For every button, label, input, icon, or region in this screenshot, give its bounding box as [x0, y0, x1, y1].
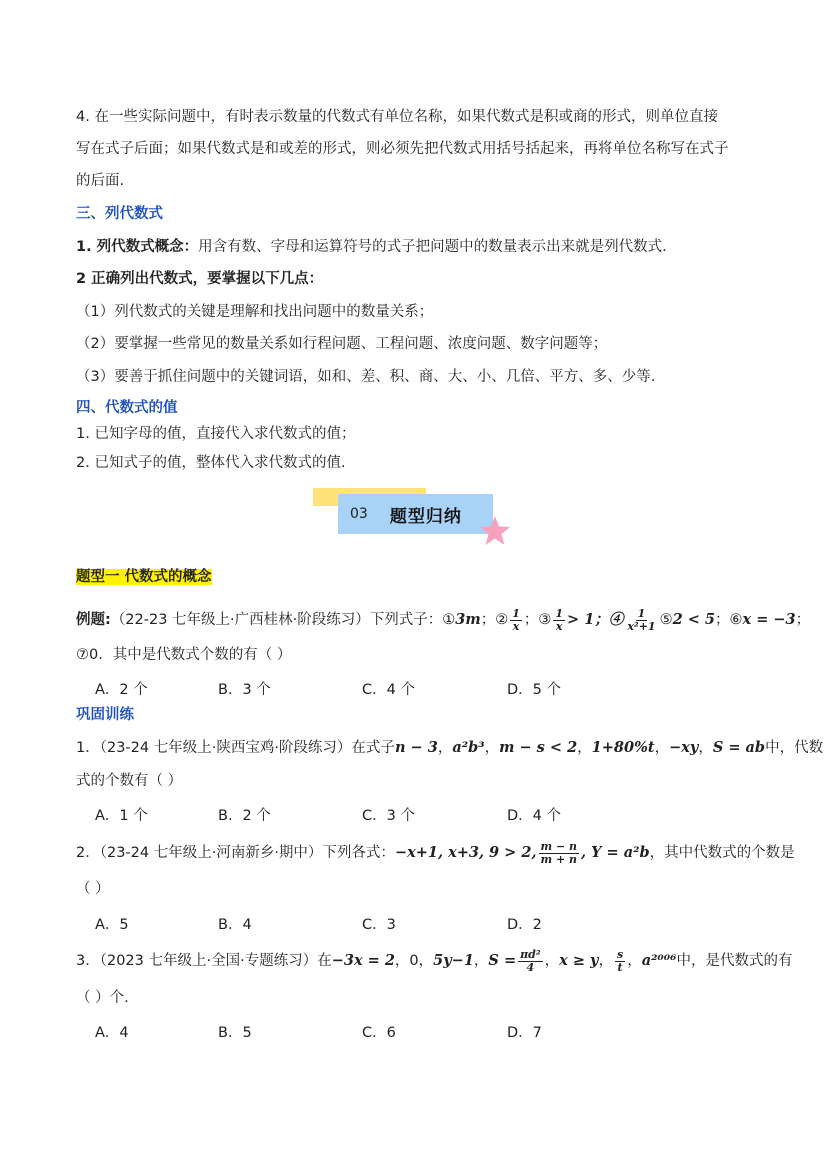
q1-line-2: 式的个数有（ ） — [76, 773, 183, 789]
intro-line-3: 的后面. — [76, 173, 125, 189]
example-option-d[interactable]: D．5 个 — [507, 682, 561, 698]
q1-option-b[interactable]: B．2 个 — [218, 808, 271, 824]
q1-option-d[interactable]: D．4 个 — [507, 808, 561, 824]
q3-option-b[interactable]: B．5 — [218, 1025, 252, 1041]
q3-expr-1: −3x = 2 — [331, 952, 395, 969]
q3-option-d[interactable]: D．7 — [507, 1025, 542, 1041]
q3-line-1: 3．（2023 七年级上·全国·专题练习）在−3x = 2，0，5y−1，S = $\frac{\text{πd²}}{4}$ ，x ≥ y， $\frac{s}{t}$ ，a²⁰⁰⁶中，是代数式的有 — [76, 947, 793, 974]
q2-line-2: （ ） — [76, 881, 110, 897]
q1-expr-6: S = ab — [712, 739, 766, 756]
ex-frac-3: $\frac{1}{x}$ — [555, 606, 564, 633]
ex-frac-4: $\frac{1}{\text{x²+1}}$ — [627, 606, 656, 633]
ex-mark-3: ；③ — [523, 612, 552, 628]
ex-mark-6: ；⑥ — [715, 612, 743, 628]
q1-expr-2: a²b³ — [452, 739, 485, 756]
section-4-item-2: 2. 已知式子的值，整体代入求代数式的值. — [76, 455, 346, 471]
q1-expr-4: 1+80%t — [591, 739, 655, 756]
q3-frac-1: $\frac{\text{πd²}}{4}$ — [520, 947, 541, 974]
ex-mark-5: ⑤ — [659, 612, 673, 628]
example-line-1: 例题:（22-23 七年级上·广西桂林·阶段练习）下列式子：①3m；② $\frac{1}{x}$ ；③ $\frac{1}{x}$ > 1；④ $\frac{1}{\text{x²+1}}$ ⑤2 < 5；⑥x = −3； — [76, 606, 811, 633]
example-option-c[interactable]: C．4 个 — [362, 682, 415, 698]
intro-line-2: 写在式子后面；如果代数式是和或差的形式，则必须先把代数式用括号括起来，再将单位名称写在式子 — [76, 141, 729, 157]
section-banner — [338, 494, 493, 534]
q3-option-c[interactable]: C．6 — [362, 1025, 396, 1041]
q3-line-2: （ ）个. — [76, 990, 129, 1006]
ex-frac-2: $\frac{1}{x}$ — [512, 606, 520, 633]
banner-title: 题型归纳 — [389, 506, 462, 527]
type-1-title-text: 题型一 代数式的概念 — [76, 569, 212, 585]
q1-expr-5: −xy — [669, 739, 699, 756]
q3-expr-4: x ≥ y — [559, 952, 599, 969]
star-icon — [478, 514, 512, 548]
ex-mark-2: ；② — [480, 612, 509, 628]
q2-frac: $\frac{m - n}{m + n}$ — [540, 839, 578, 866]
q3-expr-5: a²⁰⁰⁶ — [641, 952, 677, 969]
item-1-label: 1. 列代数式概念： — [76, 239, 199, 255]
q2-line-1: 2．（23-24 七年级上·河南新乡·期中）下列各式：−x+1, x+3, 9 > 2, $\frac{m - n}{m + n}$ , Y = a²b，其中代数式的个数是 — [76, 839, 795, 866]
type-1-title — [76, 567, 212, 587]
example-line-2: ⑦0．其中是代数式个数的有（ ） — [76, 647, 292, 663]
q1-line-1: 1．（23-24 七年级上·陕西宝鸡·阶段练习）在式子n − 3，a²b³，m − s < 2，1+80%t，−xy，S = ab中，代数 — [76, 739, 824, 756]
q2-option-a[interactable]: A．5 — [95, 917, 129, 933]
q2-expr-2: , Y = a²b — [581, 844, 650, 861]
q3-expr-3: S = — [488, 952, 517, 969]
ex-mark-1: ① — [442, 612, 456, 628]
q2-option-b[interactable]: B．4 — [218, 917, 252, 933]
example-label: 例题: — [76, 612, 111, 628]
q1-option-c[interactable]: C．3 个 — [362, 808, 415, 824]
banner-number: 03 — [350, 506, 368, 522]
section-3-title: 三、列代数式 — [76, 206, 163, 222]
section-3-item-1 — [76, 237, 667, 257]
q3-expr-2: 5y−1 — [433, 952, 474, 969]
q2-expr: −x+1, x+3, 9 > 2, — [394, 844, 537, 861]
example-option-b[interactable]: B．3 个 — [218, 682, 271, 698]
ex-expr-5: 2 < 5 — [672, 611, 716, 628]
section-4-title: 四、代数式的值 — [76, 400, 178, 416]
q3-option-a[interactable]: A．4 — [95, 1025, 129, 1041]
ex-gt: > 1；④ — [567, 611, 624, 628]
ex-expr-1: 3m — [455, 611, 481, 628]
q2-option-d[interactable]: D．2 — [507, 917, 542, 933]
section-3-item-2: 2 正确列出代数式，要掌握以下几点： — [76, 271, 324, 287]
q1-expr-3: m − s < 2 — [499, 739, 578, 756]
example-option-a[interactable]: A．2 个 — [95, 682, 148, 698]
intro-line-1: 4. 在一些实际问题中，有时表示数量的代数式有单位名称，如果代数式是积或商的形式，则单位直接 — [76, 109, 718, 125]
q3-frac-2: $\frac{s}{t}$ — [616, 947, 624, 974]
section-3-point-3: （3）要善于抓住问题中的关键词语，如和、差、积、商、大、小、几倍、平方、多、少等. — [76, 369, 656, 385]
q1-expr-1: n − 3 — [394, 739, 438, 756]
q2-option-c[interactable]: C．3 — [362, 917, 396, 933]
section-4-item-1: 1. 已知字母的值，直接代入求代数式的值； — [76, 426, 356, 442]
example-source: （22-23 七年级上·广西桂林·阶段练习）下列式子： — [110, 612, 443, 628]
ex-expr-6: x = −3 — [742, 611, 796, 628]
section-3-point-1: （1）列代数式的关键是理解和找出问题中的数量关系； — [76, 304, 434, 320]
q1-option-a[interactable]: A．1 个 — [95, 808, 148, 824]
item-1-text: 用含有数、字母和运算符号的式子把问题中的数量表示出来就是列代数式. — [198, 239, 667, 255]
practice-title: 巩固训练 — [76, 707, 134, 723]
section-3-point-2: （2）要掌握一些常见的数量关系如行程问题、工程问题、浓度问题、数字问题等； — [76, 336, 608, 352]
